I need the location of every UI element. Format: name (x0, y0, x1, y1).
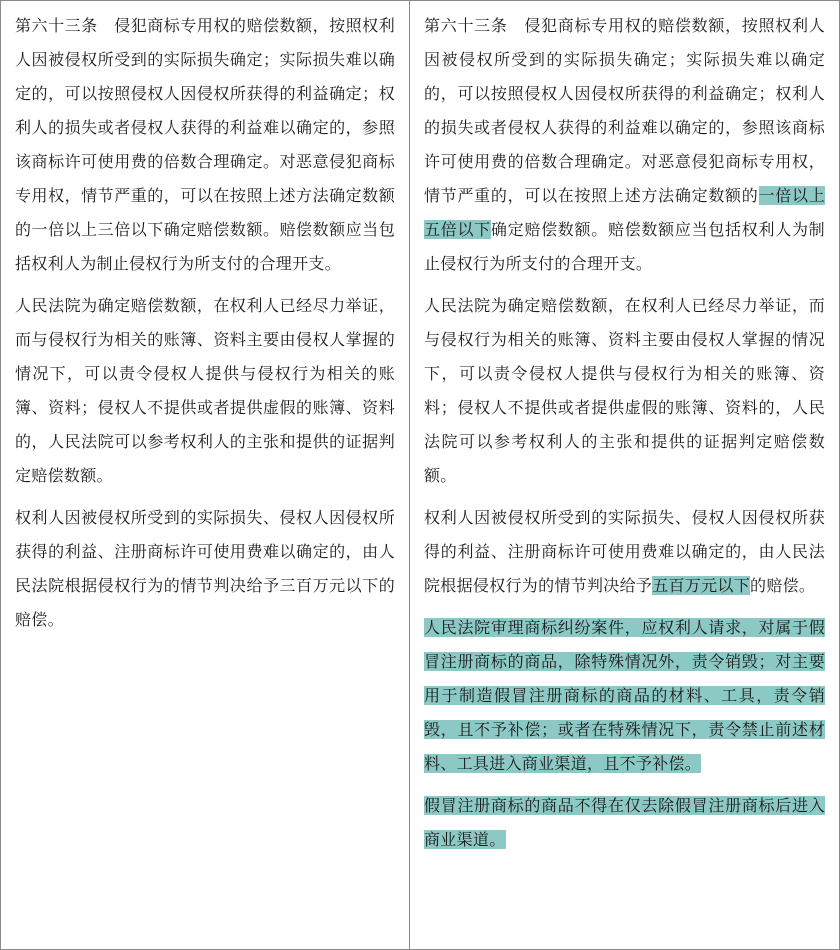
left-paragraph-1: 第六十三条 侵犯商标专用权的赔偿数额，按照权利人因被侵权所受到的实际损失确定；实际损失难以确定的，可以按照侵权人因侵权所获得的利益确定；权利人的损失或者侵权人获得的利益难以确定的，参照该商标许可使用费的倍数合理确定。对恶意侵犯商标专用权，情节严重的，可以在按照上述方法确定数额的一倍以上三倍以下确定赔偿数额。赔偿数额应当包括权利人为制止侵权行为所支付的合理开支。 (15, 16, 395, 273)
right-column-amended-text (410, 1, 839, 949)
right-paragraph-2: 人民法院为确定赔偿数额，在权利人已经尽力举证，而与侵权行为相关的账簿、资料主要由侵权人掌握的情况下，可以责令侵权人提供与侵权行为相关的账簿、资料；侵权人不提供或者提供虚假的账簿、资料的，人民法院可以参考权利人的主张和提供的证据判定赔偿数额。 (424, 296, 825, 485)
right-p3-text-after: 的赔偿。 (750, 576, 816, 595)
right-paragraph-4 (424, 611, 825, 781)
right-paragraph-1 (424, 9, 825, 281)
right-p1-highlight: 一倍以上五倍以下 (424, 186, 825, 239)
right-p1-text-after: 确定赔偿数额。赔偿数额应当包括权利人为制止侵权行为所支付的合理开支。 (424, 220, 825, 273)
right-p3-text-before: 权利人因被侵权所受到的实际损失、侵权人因侵权所获得的利益、注册商标许可使用费难以确定的，由人民法院根据侵权行为的情节判决给予 (424, 508, 825, 595)
left-paragraph-2: 人民法院为确定赔偿数额，在权利人已经尽力举证，而与侵权行为相关的账簿、资料主要由侵权人掌握的情况下，可以责令侵权人提供与侵权行为相关的账簿、资料；侵权人不提供或者提供虚假的账簿、资料的，人民法院可以参考权利人的主张和提供的证据判定赔偿数额。 (15, 296, 395, 485)
left-paragraph-3: 权利人因被侵权所受到的实际损失、侵权人因侵权所获得的利益、注册商标许可使用费难以确定的，由人民法院根据侵权行为的情节判决给予三百万元以下的赔偿。 (15, 508, 395, 629)
right-p5-highlight: 假冒注册商标的商品不得在仅去除假冒注册商标后进入商业渠道。 (424, 796, 825, 849)
right-paragraph-5 (424, 789, 825, 857)
right-p1-text-before: 第六十三条 侵犯商标专用权的赔偿数额，按照权利人因被侵权所受到的实际损失确定；实际损失难以确定的，可以按照侵权人因侵权所获得的利益确定；权利人的损失或者侵权人获得的利益难以确定的，参照该商标许可使用费的倍数合理确定。对恶意侵犯商标专用权，情节严重的，可以在按照上述方法确定数额的 (424, 16, 825, 205)
left-column-original-text (1, 1, 410, 949)
right-p3-highlight: 五百万元以下 (652, 576, 751, 595)
right-paragraph-3 (424, 501, 825, 603)
right-p4-highlight: 人民法院审理商标纠纷案件，应权利人请求，对属于假冒注册商标的商品，除特殊情况外，责令销毁；对主要用于制造假冒注册商标的商品的材料、工具，责令销毁，且不予补偿；或者在特殊情况下，责令禁止前述材料、工具进入商业渠道，且不予补偿。 (424, 618, 825, 773)
